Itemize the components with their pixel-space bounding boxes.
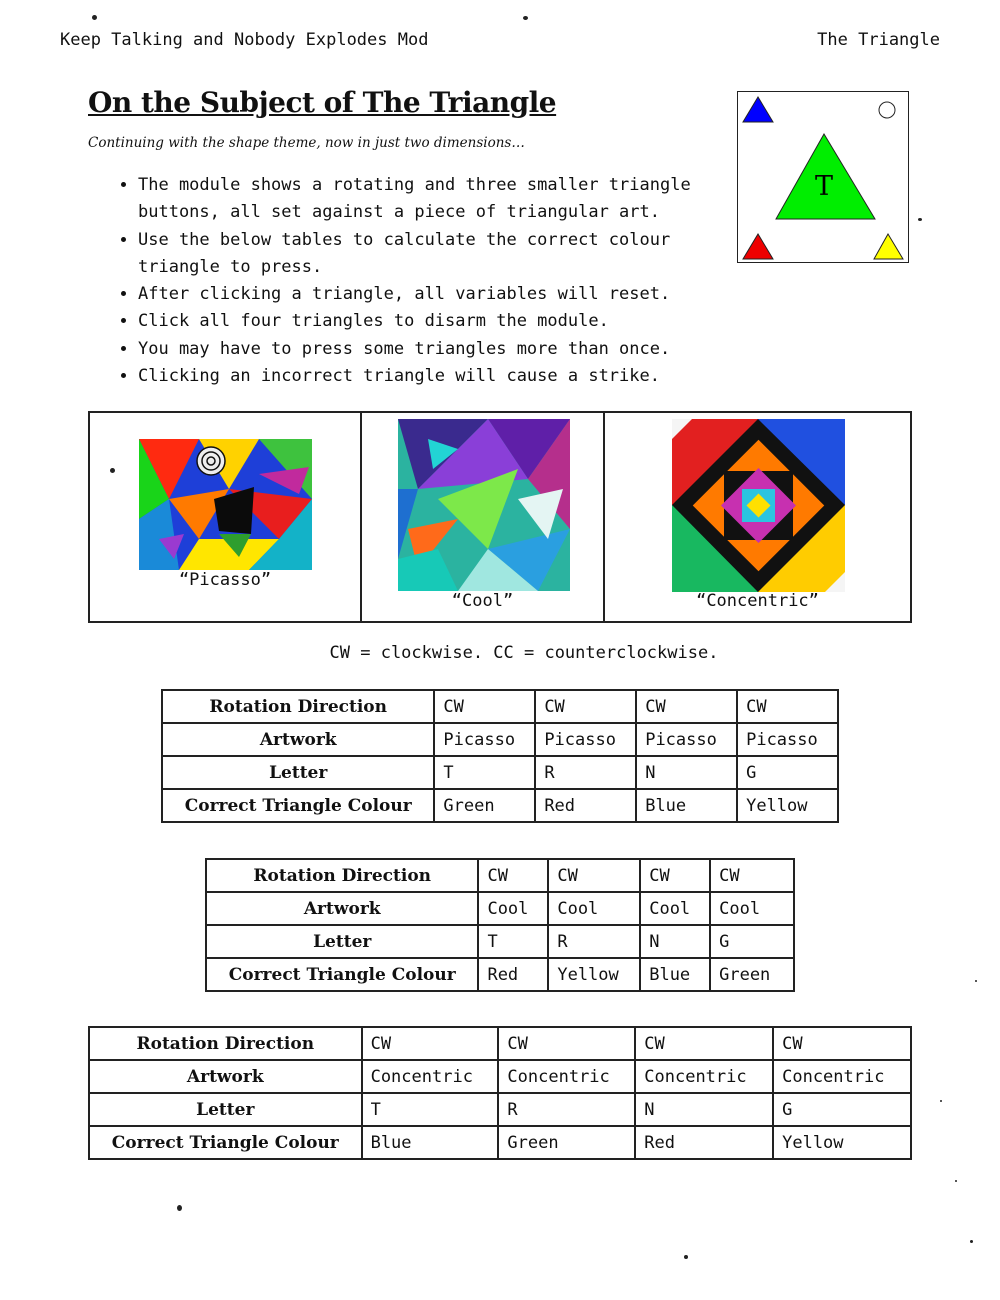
table-cell: CW: [640, 859, 710, 892]
paper-speck: [684, 1255, 688, 1259]
table-cell: R: [548, 925, 640, 958]
table-cell: N: [636, 756, 737, 789]
table-cell: Red: [635, 1126, 773, 1159]
table-cell: Blue: [362, 1126, 499, 1159]
table-cell: Blue: [640, 958, 710, 991]
table-cell: Concentric: [635, 1060, 773, 1093]
rule-item: • Click all four triangles to disarm the module.: [138, 308, 738, 335]
table-row: [89, 1060, 911, 1093]
picasso-table: [161, 689, 839, 823]
table-cell: Green: [498, 1126, 635, 1159]
picasso-art-image: [139, 439, 312, 570]
table-cell: CW: [635, 1027, 773, 1060]
table-row: [89, 1093, 911, 1126]
paper-speck: [955, 1180, 957, 1182]
table-cell: CW: [434, 690, 535, 723]
table-cell: CW: [636, 690, 737, 723]
rotation-note: CW = clockwise. CC = counterclockwise.: [329, 643, 719, 663]
row-header: Correct Triangle Colour: [162, 789, 434, 822]
status-light-icon: [879, 102, 895, 118]
center-letter: T: [814, 171, 834, 202]
table-cell: CW: [478, 859, 548, 892]
module-diagram: [737, 91, 909, 263]
table-cell: CW: [362, 1027, 499, 1060]
table-cell: Cool: [478, 892, 548, 925]
table-row: [89, 1126, 911, 1159]
table-cell: CW: [710, 859, 794, 892]
rule-item: • Use the below tables to calculate the correct colour triangle to press.: [138, 227, 738, 282]
row-header: Letter: [162, 756, 434, 789]
table-cell: Yellow: [773, 1126, 911, 1159]
row-header: Artwork: [206, 892, 478, 925]
table-cell: Concentric: [773, 1060, 911, 1093]
paper-speck: [940, 1100, 942, 1102]
table-cell: Yellow: [737, 789, 838, 822]
table-cell: Green: [710, 958, 794, 991]
artwork-cell-concentric: [605, 413, 910, 621]
yellow-triangle-icon: [874, 234, 903, 259]
cool-table: [205, 858, 795, 992]
artwork-cell-cool: [362, 413, 605, 621]
table-cell: CW: [737, 690, 838, 723]
table-cell: Concentric: [362, 1060, 499, 1093]
rules-list: [108, 172, 738, 390]
artwork-label: “Concentric”: [696, 591, 819, 611]
table-cell: Cool: [548, 892, 640, 925]
header-module-type: Keep Talking and Nobody Explodes Mod: [60, 30, 429, 50]
row-header: Correct Triangle Colour: [89, 1126, 362, 1159]
table-cell: T: [362, 1093, 499, 1126]
page-title: On the Subject of The Triangle: [88, 86, 557, 119]
table-cell: G: [710, 925, 794, 958]
table-cell: N: [640, 925, 710, 958]
table-cell: G: [737, 756, 838, 789]
table-cell: T: [434, 756, 535, 789]
paper-speck: [177, 1205, 182, 1211]
paper-speck: [918, 218, 922, 221]
artwork-label: “Cool”: [451, 591, 514, 611]
table-row: [162, 723, 838, 756]
row-header: Artwork: [89, 1060, 362, 1093]
table-cell: CW: [773, 1027, 911, 1060]
table-cell: R: [498, 1093, 635, 1126]
table-cell: T: [478, 925, 548, 958]
table-cell: N: [635, 1093, 773, 1126]
table-cell: CW: [535, 690, 636, 723]
table-cell: Red: [478, 958, 548, 991]
rule-item: • You may have to press some triangles more than once.: [138, 336, 738, 363]
paper-speck: [975, 980, 977, 982]
table-cell: Picasso: [636, 723, 737, 756]
paper-speck: [110, 468, 115, 473]
cool-art-image: [398, 419, 570, 591]
row-header: Rotation Direction: [89, 1027, 362, 1060]
table-cell: CW: [548, 859, 640, 892]
table-cell: Picasso: [737, 723, 838, 756]
rule-item: • Clicking an incorrect triangle will cause a strike.: [138, 363, 738, 390]
row-header: Rotation Direction: [162, 690, 434, 723]
blue-triangle-icon: [743, 97, 773, 122]
header-module-name: The Triangle: [817, 30, 940, 50]
concentric-art-image: [672, 419, 845, 592]
artwork-cell-picasso: [90, 413, 362, 621]
table-cell: G: [773, 1093, 911, 1126]
table-row: [206, 925, 794, 958]
table-cell: R: [535, 756, 636, 789]
table-row: [162, 789, 838, 822]
flavor-text: Continuing with the shape theme, now in just two dimensions…: [88, 135, 525, 151]
row-header: Rotation Direction: [206, 859, 478, 892]
red-triangle-icon: [743, 234, 773, 259]
paper-speck: [970, 1240, 973, 1243]
paper-speck: [523, 16, 528, 20]
table-row: [162, 690, 838, 723]
table-row: [162, 756, 838, 789]
row-header: Letter: [89, 1093, 362, 1126]
table-row: [206, 859, 794, 892]
rule-item: • After clicking a triangle, all variables will reset.: [138, 281, 738, 308]
paper-speck: [92, 15, 97, 20]
artwork-label: “Picasso”: [178, 570, 272, 590]
table-row: [206, 958, 794, 991]
row-header: Correct Triangle Colour: [206, 958, 478, 991]
table-cell: CW: [498, 1027, 635, 1060]
table-row: [89, 1027, 911, 1060]
table-cell: Blue: [636, 789, 737, 822]
row-header: Letter: [206, 925, 478, 958]
table-cell: Green: [434, 789, 535, 822]
table-cell: Yellow: [548, 958, 640, 991]
table-cell: Picasso: [434, 723, 535, 756]
table-cell: Cool: [710, 892, 794, 925]
row-header: Artwork: [162, 723, 434, 756]
rule-item: • The module shows a rotating and three smaller triangle buttons, all set against a piece of triangular art.: [138, 172, 738, 227]
table-cell: Picasso: [535, 723, 636, 756]
table-cell: Concentric: [498, 1060, 635, 1093]
artwork-table: [88, 411, 912, 623]
table-row: [206, 892, 794, 925]
concentric-table: [88, 1026, 912, 1160]
table-cell: Cool: [640, 892, 710, 925]
table-cell: Red: [535, 789, 636, 822]
